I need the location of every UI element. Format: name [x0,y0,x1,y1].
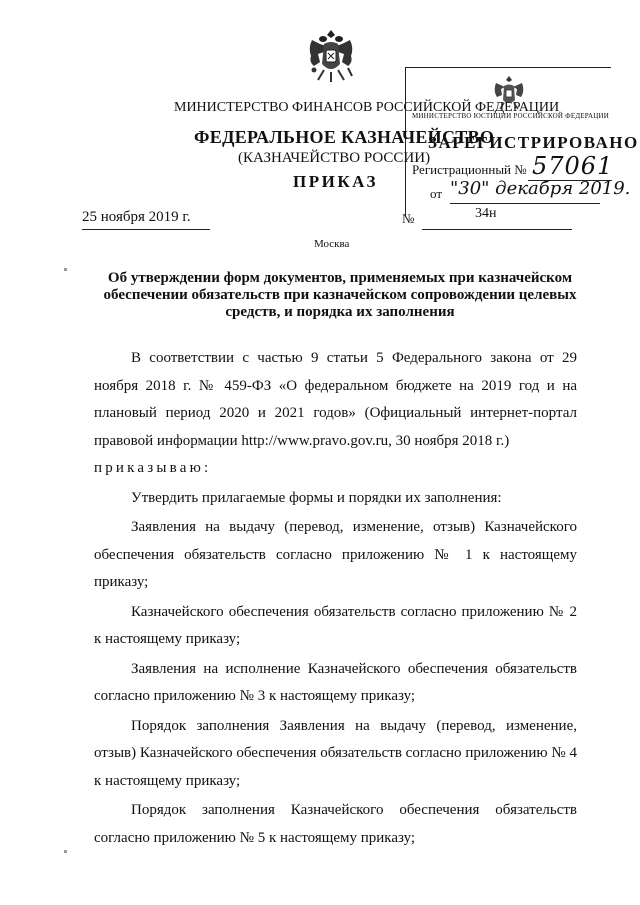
stamp-reg-number: 57061 [532,152,614,180]
stamp-reg-number-label: Регистрационный № [412,162,527,177]
paragraph: Заявления на исполнение Казначейского обеспечения обязательств согласно приложению № 3 к настоящему приказу; [94,660,577,704]
order-date: 25 ноября 2019 г. [82,209,191,225]
paragraph: Утвердить прилагаемые формы и порядки их заполнения: [131,489,502,506]
stamp-registered-label: ЗАРЕГИСТРИРОВАНО [428,133,639,152]
stamp-ministry-line: МИНИСТЕРСТВО ЮСТИЦИИ РОССИЙСКОЙ ФЕДЕРАЦИИ [412,112,609,120]
order-word: приказываю: [94,460,212,476]
order-number-sign: № [402,211,415,226]
city: Москва [314,238,350,250]
paragraph: Порядок заполнения Казначейского обеспечения обязательств согласно приложению № 5 к настоящему приказу; [94,802,577,846]
document-body [94,345,577,852]
paragraph: Заявления на выдачу (перевод, изменение, отзыв) Казначейского обеспечения обязательств согласно приложению № 1 к настоящему приказу; [94,519,577,590]
document-type: ПРИКАЗ [293,172,378,191]
document-title: Об утверждении форм документов, применяемых при казначейском обеспечении обязательств при казначейском сопровождении целевых средств, и порядка их заполнения [103,270,577,320]
preamble: В соответствии с частью 9 статьи 5 Федерального закона от 29 ноября 2018 г. № 459-ФЗ «О федеральном бюджете на 2019 год и на плановый период 2020 и 2021 годов» (Официальный интернет-портал правовой информации http://www.pravo.gov.ru, 30 ноября 2018 г.) [94,350,577,449]
scan-speck [64,850,67,853]
stamp-date-label: от [430,186,443,201]
stamp-date-underline [450,203,600,204]
agency-name: ФЕДЕРАЛЬНОЕ КАЗНАЧЕЙСТВО [194,127,495,147]
agency-short-name: (КАЗНАЧЕЙСТВО РОССИИ) [238,150,431,166]
paragraph: Порядок заполнения Заявления на выдачу (перевод, изменение, отзыв) Казначейского обеспечения обязательств согласно приложению № 4 к настоящему приказу; [94,717,577,789]
order-date-underline [82,229,210,230]
coat-of-arms-icon [304,26,358,84]
scan-speck [64,268,67,271]
order-number-underline [422,229,572,230]
order-number: 34н [475,206,497,221]
ministry-name: МИНИСТЕРСТВО ФИНАНСОВ РОССИЙСКОЙ ФЕДЕРАЦИИ [174,100,560,115]
paragraph: Казначейского обеспечения обязательств согласно приложению № 2 к настоящему приказу; [94,603,577,647]
stamp-date-value: "30" декабря 2019. [450,178,631,199]
